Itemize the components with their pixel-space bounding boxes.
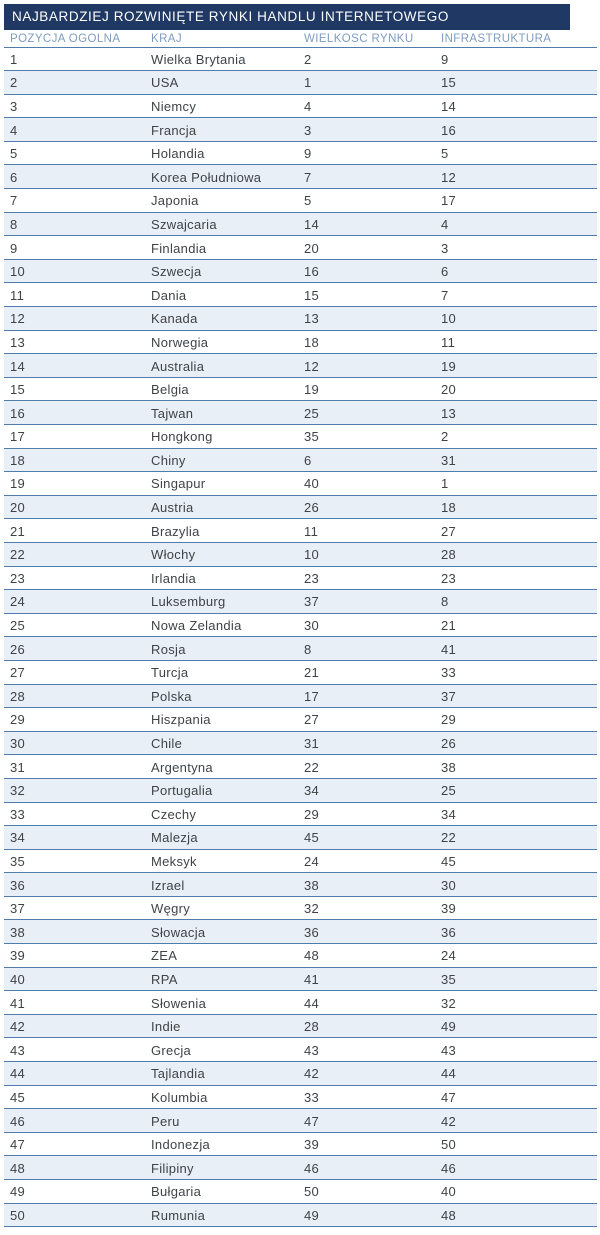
country-cell: Dania [151, 287, 187, 303]
country-cell: Indonezja [151, 1137, 211, 1153]
market-size-cell: 25 [304, 405, 320, 421]
market-size-cell: 7 [304, 169, 312, 185]
infrastructure-cell: 17 [441, 193, 457, 209]
rank-cell: 27 [10, 665, 26, 681]
table-row [4, 803, 597, 827]
country-cell: Francja [151, 122, 197, 138]
rank-cell: 49 [10, 1184, 26, 1200]
country-cell: Szwajcaria [151, 216, 217, 232]
table-row [4, 260, 597, 284]
market-size-cell: 4 [304, 98, 312, 114]
table-row [4, 590, 597, 614]
infrastructure-cell: 28 [441, 547, 457, 563]
infrastructure-cell: 5 [441, 146, 449, 162]
infrastructure-cell: 36 [441, 924, 457, 940]
table-row [4, 1156, 597, 1180]
market-size-cell: 19 [304, 382, 320, 398]
country-cell: Hongkong [151, 429, 213, 445]
rank-cell: 11 [10, 287, 25, 303]
table-row [4, 307, 597, 331]
market-size-cell: 3 [304, 122, 312, 138]
rank-cell: 8 [10, 216, 18, 232]
rank-cell: 18 [10, 452, 26, 468]
country-cell: Irlandia [151, 570, 197, 586]
infrastructure-cell: 19 [441, 358, 457, 374]
market-size-cell: 18 [304, 334, 320, 350]
infrastructure-cell: 49 [441, 1019, 457, 1035]
table-row [4, 1086, 597, 1110]
rank-cell: 29 [10, 712, 26, 728]
table-row [4, 1180, 597, 1204]
infrastructure-cell: 46 [441, 1160, 457, 1176]
country-cell: Kolumbia [151, 1089, 208, 1105]
rank-cell: 13 [10, 334, 26, 350]
rank-cell: 6 [10, 169, 18, 185]
country-cell: ZEA [151, 948, 178, 964]
infrastructure-cell: 44 [441, 1066, 457, 1082]
table-row [4, 543, 597, 567]
infrastructure-cell: 26 [441, 736, 457, 752]
country-cell: Słowacja [151, 924, 206, 940]
market-size-cell: 46 [304, 1160, 320, 1176]
market-size-cell: 15 [304, 287, 320, 303]
infrastructure-cell: 22 [441, 830, 457, 846]
infrastructure-cell: 47 [441, 1089, 457, 1105]
table-row [4, 826, 597, 850]
infrastructure-cell: 50 [441, 1137, 457, 1153]
table-row [4, 1015, 597, 1039]
table-row [4, 354, 597, 378]
rank-cell: 43 [10, 1042, 26, 1058]
market-size-cell: 6 [304, 452, 312, 468]
rank-cell: 38 [10, 924, 26, 940]
table-row [4, 519, 597, 543]
infrastructure-cell: 39 [441, 901, 457, 917]
table-row [4, 897, 597, 921]
infrastructure-cell: 34 [441, 806, 457, 822]
table-row [4, 779, 597, 803]
rank-cell: 24 [10, 594, 26, 610]
rank-cell: 22 [10, 547, 26, 563]
market-size-cell: 22 [304, 759, 320, 775]
infrastructure-cell: 4 [441, 216, 449, 232]
table-row [4, 142, 597, 166]
table-row [4, 48, 597, 72]
country-cell: Peru [151, 1113, 180, 1129]
country-cell: Wielka Brytania [151, 51, 246, 67]
country-cell: Czechy [151, 806, 197, 822]
market-size-cell: 48 [304, 948, 320, 964]
country-cell: Polska [151, 688, 192, 704]
infrastructure-cell: 43 [441, 1042, 457, 1058]
table-row [4, 920, 597, 944]
table-header-row [4, 30, 597, 48]
country-cell: Turcja [151, 665, 189, 681]
market-size-cell: 8 [304, 641, 312, 657]
infrastructure-cell: 7 [441, 287, 449, 303]
table-title: NAJBARDZIEJ ROZWINIĘTE RYNKI HANDLU INTERNETOWEGO [4, 4, 570, 30]
country-cell: Niemcy [151, 98, 197, 114]
infrastructure-cell: 25 [441, 783, 457, 799]
country-cell: Chile [151, 736, 183, 752]
column-header-wielkosc-rynku: WIELKOŚĆ RYNKU [304, 33, 414, 46]
market-size-cell: 42 [304, 1066, 320, 1082]
market-size-cell: 43 [304, 1042, 320, 1058]
table-row [4, 283, 597, 307]
infrastructure-cell: 20 [441, 382, 457, 398]
market-size-cell: 44 [304, 995, 320, 1011]
market-size-cell: 9 [304, 146, 312, 162]
infrastructure-cell: 23 [441, 570, 457, 586]
market-size-cell: 2 [304, 51, 312, 67]
country-cell: Japonia [151, 193, 199, 209]
market-size-cell: 17 [304, 688, 320, 704]
country-cell: Luksemburg [151, 594, 226, 610]
country-cell: Austria [151, 500, 194, 516]
infrastructure-cell: 45 [441, 853, 457, 869]
country-cell: Filipiny [151, 1160, 194, 1176]
rank-cell: 35 [10, 853, 26, 869]
table-row [4, 944, 597, 968]
rank-cell: 33 [10, 806, 26, 822]
market-size-cell: 28 [304, 1019, 320, 1035]
country-cell: Brazylia [151, 523, 200, 539]
infrastructure-cell: 40 [441, 1184, 457, 1200]
rank-cell: 15 [10, 382, 26, 398]
table-row [4, 614, 597, 638]
market-size-cell: 49 [304, 1207, 320, 1223]
table-row [4, 1204, 597, 1228]
market-size-cell: 21 [304, 665, 320, 681]
infrastructure-cell: 35 [441, 971, 457, 987]
country-cell: Izrael [151, 877, 185, 893]
rank-cell: 19 [10, 476, 26, 492]
table-row [4, 1062, 597, 1086]
market-size-cell: 50 [304, 1184, 320, 1200]
infrastructure-cell: 31 [441, 452, 457, 468]
infrastructure-cell: 37 [441, 688, 457, 704]
table-row [4, 850, 597, 874]
country-cell: Rumunia [151, 1207, 206, 1223]
rank-cell: 37 [10, 901, 26, 917]
table-row [4, 496, 597, 520]
market-size-cell: 30 [304, 618, 320, 634]
table-row [4, 991, 597, 1015]
infrastructure-cell: 48 [441, 1207, 457, 1223]
infrastructure-cell: 38 [441, 759, 457, 775]
rank-cell: 17 [10, 429, 26, 445]
rank-cell: 36 [10, 877, 26, 893]
infrastructure-cell: 2 [441, 429, 449, 445]
country-cell: Rosja [151, 641, 186, 657]
table-row [4, 118, 597, 142]
table-row [4, 449, 597, 473]
country-cell: RPA [151, 971, 178, 987]
country-cell: Meksyk [151, 853, 197, 869]
infrastructure-cell: 32 [441, 995, 457, 1011]
market-size-cell: 39 [304, 1137, 320, 1153]
table-row [4, 401, 597, 425]
rank-cell: 28 [10, 688, 26, 704]
rank-cell: 1 [10, 51, 18, 67]
market-size-cell: 32 [304, 901, 320, 917]
table-row [4, 708, 597, 732]
market-size-cell: 12 [304, 358, 320, 374]
country-cell: Włochy [151, 547, 196, 563]
infrastructure-cell: 42 [441, 1113, 457, 1129]
market-size-cell: 36 [304, 924, 320, 940]
rank-cell: 5 [10, 146, 18, 162]
rank-cell: 26 [10, 641, 26, 657]
rank-cell: 4 [10, 122, 18, 138]
table-row [4, 685, 597, 709]
infrastructure-cell: 41 [441, 641, 457, 657]
market-size-cell: 45 [304, 830, 320, 846]
table-row [4, 661, 597, 685]
rank-cell: 42 [10, 1019, 26, 1035]
market-size-cell: 41 [304, 971, 320, 987]
infrastructure-cell: 21 [441, 618, 457, 634]
country-cell: Szwecja [151, 264, 202, 280]
table-row [4, 95, 597, 119]
country-cell: Słowenia [151, 995, 207, 1011]
rank-cell: 41 [10, 995, 26, 1011]
rank-cell: 21 [10, 523, 26, 539]
market-size-cell: 20 [304, 240, 320, 256]
country-cell: Portugalia [151, 783, 213, 799]
infrastructure-cell: 12 [441, 169, 457, 185]
infrastructure-cell: 13 [441, 405, 457, 421]
rank-cell: 3 [10, 98, 18, 114]
infrastructure-cell: 15 [441, 75, 457, 91]
rank-cell: 12 [10, 311, 26, 327]
country-cell: Tajlandia [151, 1066, 206, 1082]
country-cell: Indie [151, 1019, 181, 1035]
market-size-cell: 24 [304, 853, 320, 869]
rank-cell: 40 [10, 971, 26, 987]
country-cell: Holandia [151, 146, 205, 162]
infrastructure-cell: 6 [441, 264, 449, 280]
table-row [4, 567, 597, 591]
table-row [4, 1133, 597, 1157]
infrastructure-cell: 3 [441, 240, 449, 256]
country-cell: Nowa Zelandia [151, 618, 242, 634]
market-size-cell: 35 [304, 429, 320, 445]
market-size-cell: 5 [304, 193, 312, 209]
country-cell: Argentyna [151, 759, 213, 775]
rank-cell: 39 [10, 948, 26, 964]
country-cell: Grecja [151, 1042, 192, 1058]
market-size-cell: 34 [304, 783, 320, 799]
country-cell: USA [151, 75, 179, 91]
table-row [4, 378, 597, 402]
market-size-cell: 1 [304, 75, 312, 91]
country-cell: Belgia [151, 382, 189, 398]
country-cell: Norwegia [151, 334, 209, 350]
table-row [4, 236, 597, 260]
country-cell: Korea Południowa [151, 169, 262, 185]
table-row [4, 213, 597, 237]
market-size-cell: 33 [304, 1089, 320, 1105]
market-size-cell: 26 [304, 500, 320, 516]
infrastructure-cell: 1 [441, 476, 449, 492]
country-cell: Kanada [151, 311, 198, 327]
infrastructure-cell: 14 [441, 98, 457, 114]
rank-cell: 10 [10, 264, 26, 280]
table-row [4, 472, 597, 496]
country-cell: Malezja [151, 830, 198, 846]
rank-cell: 48 [10, 1160, 26, 1176]
rank-cell: 47 [10, 1137, 26, 1153]
market-size-cell: 27 [304, 712, 320, 728]
rank-cell: 7 [10, 193, 18, 209]
table-row [4, 732, 597, 756]
infrastructure-cell: 16 [441, 122, 457, 138]
infrastructure-cell: 9 [441, 51, 449, 67]
country-cell: Australia [151, 358, 205, 374]
market-size-cell: 47 [304, 1113, 320, 1129]
rank-cell: 34 [10, 830, 26, 846]
table-body [4, 48, 597, 1228]
infrastructure-cell: 33 [441, 665, 457, 681]
country-cell: Hiszpania [151, 712, 211, 728]
rank-cell: 20 [10, 500, 26, 516]
table-row [4, 71, 597, 95]
table-row [4, 1109, 597, 1133]
market-size-cell: 10 [304, 547, 320, 563]
infrastructure-cell: 30 [441, 877, 457, 893]
column-header-pozycja-ogolna: POZYCJA OGÓLNA [10, 33, 121, 46]
rank-cell: 30 [10, 736, 26, 752]
table-row [4, 1038, 597, 1062]
table-row [4, 189, 597, 213]
market-size-cell: 40 [304, 476, 320, 492]
market-size-cell: 16 [304, 264, 320, 280]
rank-cell: 23 [10, 570, 26, 586]
country-cell: Singapur [151, 476, 206, 492]
market-size-cell: 23 [304, 570, 320, 586]
rank-cell: 9 [10, 240, 18, 256]
table-row [4, 637, 597, 661]
rank-cell: 44 [10, 1066, 26, 1082]
rank-cell: 31 [10, 759, 26, 775]
rank-cell: 45 [10, 1089, 26, 1105]
rank-cell: 14 [10, 358, 26, 374]
rank-cell: 25 [10, 618, 26, 634]
market-size-cell: 14 [304, 216, 320, 232]
market-size-cell: 38 [304, 877, 320, 893]
country-cell: Tajwan [151, 405, 194, 421]
infrastructure-cell: 10 [441, 311, 457, 327]
table-row [4, 165, 597, 189]
rank-cell: 16 [10, 405, 26, 421]
infrastructure-cell: 29 [441, 712, 457, 728]
table-row [4, 755, 597, 779]
rank-cell: 46 [10, 1113, 26, 1129]
infrastructure-cell: 27 [441, 523, 457, 539]
country-cell: Bułgaria [151, 1184, 202, 1200]
table-row [4, 331, 597, 355]
country-cell: Finlandia [151, 240, 207, 256]
infrastructure-cell: 18 [441, 500, 457, 516]
rank-cell: 32 [10, 783, 26, 799]
column-header-infrastruktura: INFRASTRUKTURA [441, 33, 552, 46]
table-row [4, 968, 597, 992]
country-cell: Chiny [151, 452, 186, 468]
market-size-cell: 11 [304, 523, 319, 539]
infrastructure-cell: 11 [441, 334, 456, 350]
market-size-cell: 13 [304, 311, 320, 327]
country-cell: Węgry [151, 901, 191, 917]
infrastructure-cell: 8 [441, 594, 449, 610]
market-size-cell: 37 [304, 594, 320, 610]
infrastructure-cell: 24 [441, 948, 457, 964]
market-size-cell: 31 [304, 736, 320, 752]
rank-cell: 50 [10, 1207, 26, 1223]
rank-cell: 2 [10, 75, 18, 91]
market-size-cell: 29 [304, 806, 320, 822]
table-row [4, 425, 597, 449]
table-row [4, 873, 597, 897]
column-header-kraj: KRAJ [151, 33, 182, 46]
